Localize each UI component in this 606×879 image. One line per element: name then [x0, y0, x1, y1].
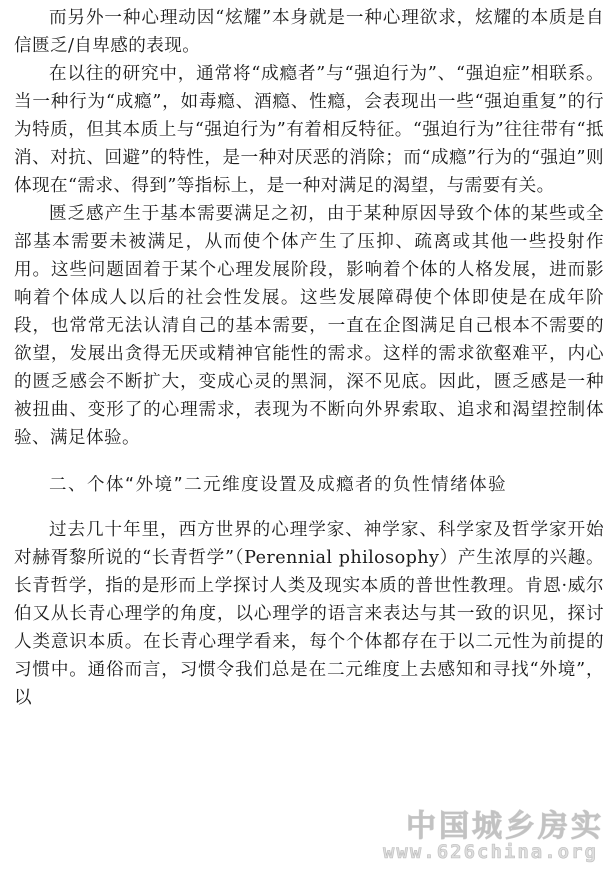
watermark-title: 中国城乡房实: [406, 809, 604, 844]
watermark-url: www.626china.org: [382, 841, 598, 863]
section-heading: 二、个体“外境”二元维度设置及成瘾者的负性情绪体验: [49, 475, 508, 495]
document-page: [14, 0, 604, 879]
paragraph-1: 而另外一种心理动因“炫耀”本身就是一种心理欲求，炫耀的本质是自信匮乏/自卑感的表现。: [14, 8, 604, 56]
paragraph-4: 过去几十年里，西方世界的心理学家、神学家、科学家及哲学家开始对赫胥黎所说的“长青哲学”（Perennial philosophy）产生浓厚的兴趣。长青哲学，指的是形而上学探讨人类及现实本质的普世性教理。肯恩·威尔伯又从长青心理学的角度，以心理学的语言来表达与其一致的识见，探讨人类意识本质。在长青心理学看来，每个个体都存在于以二元性为前提的习惯中。通俗而言，习惯令我们总是在二元维度上去感知和寻找“外境”，以: [14, 520, 604, 708]
paragraph-3: 匮乏感产生于基本需要满足之初，由于某种原因导致个体的某些或全部基本需要未被满足，从而使个体产生了压抑、疏离或其他一些投射作用。这些问题固着于某个心理发展阶段，影响着个体的人格发展，进而影响着个体成人以后的社会性发展。这些发展障碍使个体即使是在成年阶段，也常常无法认清自己的基本需要，一直在企图满足自己根本不需要的欲望，发展出贪得无厌或精神官能性的需求。这样的需求欲壑难平，内心的匮乏感会不断扩大，变成心灵的黑洞，深不见底。因此，匮乏感是一种被扭曲、变形了的心理需求，表现为不断向外界索取、追求和渴望控制体验、满足体验。: [14, 204, 604, 448]
paragraph-2: 在以往的研究中，通常将“成瘾者”与“强迫行为”、“强迫症”相联系。当一种行为“成瘾”，如毒瘾、酒瘾、性瘾，会表现出一些“强迫重复”的行为特质，但其本质上与“强迫行为”有着相反特征。“强迫行为”往往带有“抵消、对抗、回避”的特性，是一种对厌恶的消除；而“成瘾”行为的“强迫”则体现在“需求、得到”等指标上，是一种对满足的渴望，与需要有关。: [14, 64, 604, 196]
